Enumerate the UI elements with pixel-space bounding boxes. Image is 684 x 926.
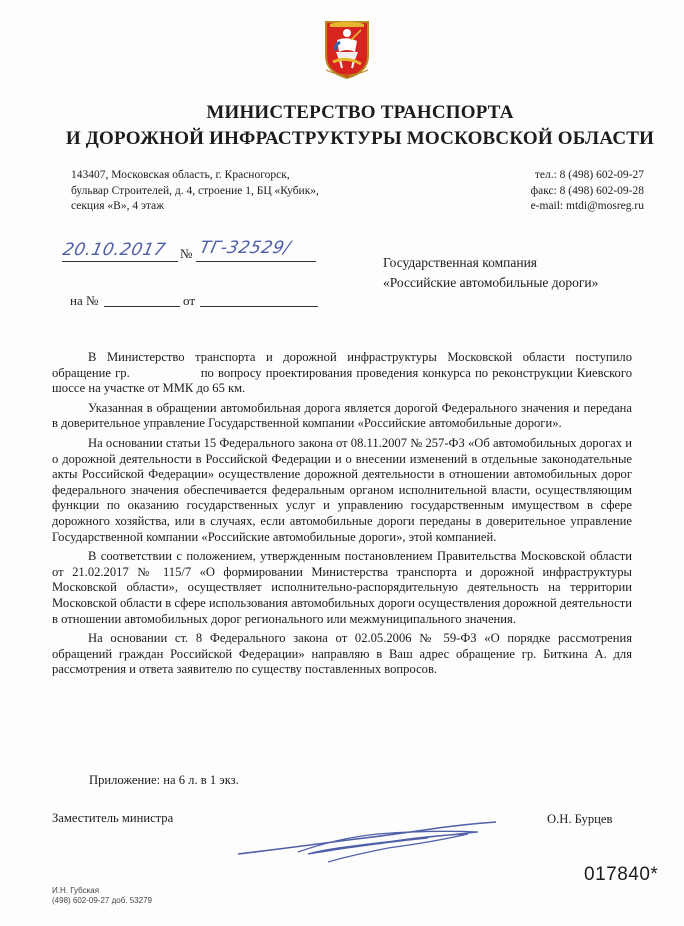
contact-email: e-mail: mtdi@mosreg.ru — [530, 200, 644, 212]
address-line: бульвар Строителей, д. 4, строение 1, БЦ «Кубик», — [71, 184, 319, 197]
signer-position: Заместитель министра — [52, 811, 174, 825]
executor-info — [52, 886, 152, 906]
coat-of-arms-icon — [324, 18, 370, 80]
body-paragraph: На основании статьи 15 Федерального закона от 08.11.2007 № 257-ФЗ «Об автомобильных дорогах и о дорожной деятельности в Российской Федерации и о внесении изменений в отдельные законодательные акты Российской Федерации» осуществление дорожной деятельности в отношении автомобильных дорог федерального значения обеспечивается федеральным органом исполнительной власти, осуществляющим функции по оказанию государственных услуг и управлению государственным имуществом в сфере дорожного хозяйства, или в случаях, если автомобильные дороги переданы в доверительное управление Государственной компании «Российские автомобильные дороги», этой компанией. — [52, 435, 632, 544]
body-paragraph: Указанная в обращении автомобильная дорога является дорогой Федерального значения и передана в доверительное управление Государственной компании «Российские автомобильные дороги». — [52, 400, 632, 431]
signer-name: О.Н. Бурцев — [547, 812, 613, 826]
reference-number-label: на № — [70, 293, 99, 308]
body-paragraph: На основании ст. 8 Федерального закона от 02.05.2006 № 59-ФЗ «О порядке рассмотрения обращений граждан Российской Федерации» направляю в Ваш адрес обращение гр. Биткина А. для рассмотрения и ответа заявителю по существу поставленных вопросов. — [52, 631, 632, 677]
ministry-title-line2: И ДОРОЖНОЙ ИНФРАСТРУКТУРЫ МОСКОВСКОЙ ОБЛАСТИ — [65, 128, 655, 149]
body-paragraph: В Министерство транспорта и дорожной инфраструктуры Московской области поступило обращение гр. по вопросу проектирования проведения конкурса по реконструкции Киевского шоссе на участке от ММК до 65 км. — [52, 350, 636, 396]
address-line: 143407, Московская область, г. Красногорск, — [71, 169, 290, 181]
document-number: 017840* — [584, 864, 659, 885]
ministry-address — [71, 168, 319, 215]
recipient-line2: «Российские автомобильные дороги» — [383, 275, 599, 290]
registration-date: 20.10.2017 — [60, 240, 168, 260]
executor-phone: (498) 602-09-27 доб. 53279 — [52, 896, 152, 905]
number-underline — [196, 261, 316, 262]
reference-number-underline — [104, 306, 180, 307]
recipient-block — [383, 253, 598, 293]
contact-fax: факс: 8 (498) 602-09-28 — [530, 184, 644, 197]
date-underline — [62, 261, 178, 262]
recipient-line1: Государственная компания — [383, 255, 538, 270]
ministry-title — [60, 100, 660, 152]
reference-date-underline — [200, 306, 318, 307]
body-paragraph: В соответствии с положением, утвержденным постановлением Правительства Московской области от 21.02.2017 № 115/7 «О формировании Министерства транспорта и дорожной инфраструктуры Московской области», осуществляет исполнительно-распорядительную деятельность на территории Московской области в сфере использования автомобильных дороги осуществления дорожной деятельности в отношении автомобильных дорог регионального или межмуниципального значения. — [52, 549, 632, 626]
letter-body — [52, 350, 636, 678]
contact-phone: тел.: 8 (498) 602-09-27 — [534, 169, 644, 181]
ministry-title-line1: МИНИСТЕРСТВО ТРАНСПОРТА — [206, 102, 514, 123]
ministry-contacts — [531, 168, 644, 215]
registration-number-label: № — [180, 246, 193, 261]
handwritten-signature — [228, 818, 528, 866]
registration-number: ТГ-32529/ — [197, 238, 293, 258]
reference-date-label: от — [183, 293, 196, 308]
attachment-note: Приложение: на 6 л. в 1 экз. — [89, 773, 239, 787]
address-line: секция «В», 4 этаж — [71, 200, 165, 212]
executor-name: И.Н. Губская — [52, 886, 100, 895]
